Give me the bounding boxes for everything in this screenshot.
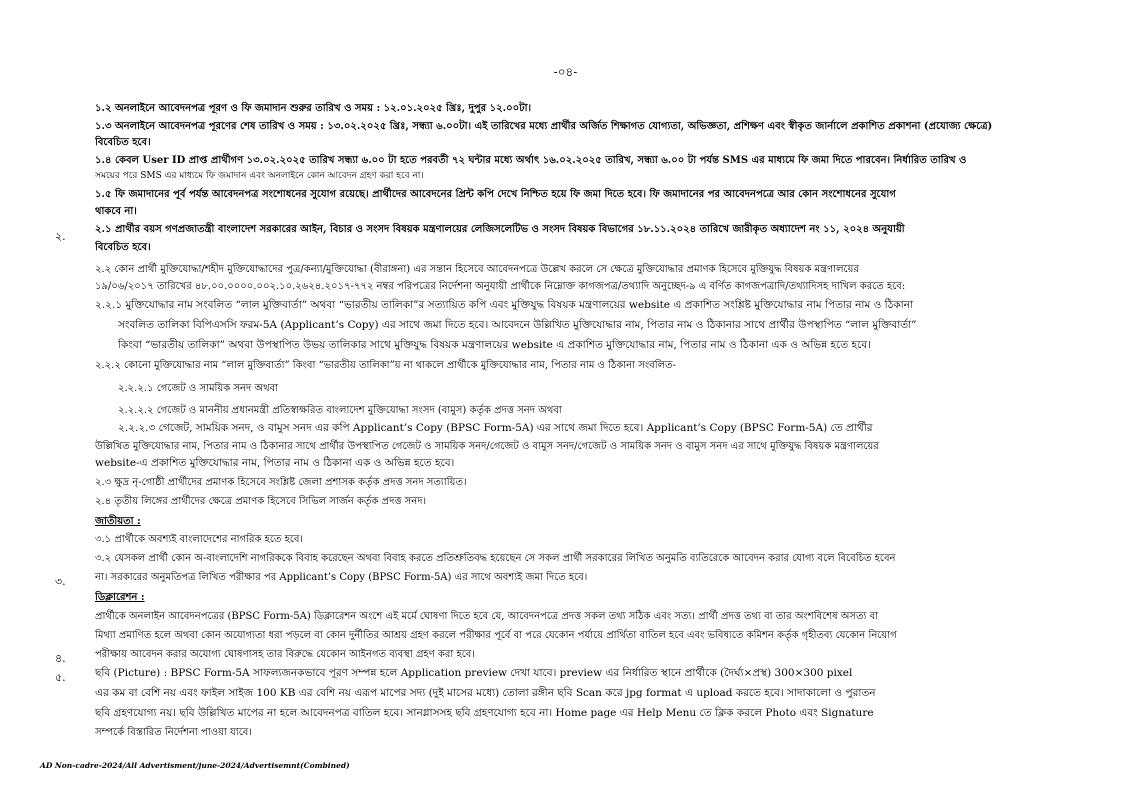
item-1-3: ১.৩ অনলাইনে আবেদনপত্র পূরণের শেষ তারিখ ও সময় : ১৩.০২.২০২৫ খ্রিঃ, সন্ধ্যা ৬.০০টা। এই তারিখের মধ্যে প্রার্থীর অর্জিত শিক্ষাগত যোগ্যতা, অভিজ্ঞতা, প্রশিক্ষণ এবং স্বীকৃত জার্নালে প্রকাশিত প্রকাশনা (প্রযোজ্য ক্ষেত্রে) xyxy=(95,121,993,132)
item-2-2-2-3: ২.২.২.৩ গেজেট, সাময়িক সনদ, ও বামুস সনদ এর কপি Applicant’s Copy (BPSC Form-5A) এর সাথে জমা দিতে হবে। Applicant’s Copy (BPSC Form-5A) তে প্রার্থীর xyxy=(118,422,873,434)
picture-line-3: ছবি গ্রহণযোগ্য নয়। ছবি উল্লিখিত মাপের না হলে আবেদনপত্র বাতিল হবে। সানগ্লাসসহ ছবি গ্রহণযোগ্য হবে না। Home page এর Help Menu তে ক্লিক করলে Photo এবং Signature xyxy=(95,707,874,719)
item-1-3-cont: বিবেচিত হবে। xyxy=(95,137,151,148)
item-2-2-2: ২.২.২ কোনো মুক্তিযোদ্ধার নাম “লাল মুক্তিবার্তা” কিংবা “ভারতীয় তালিকা”য় না থাকলে প্রার্থীকে মুক্তিযোদ্ধার নাম, পিতার নাম ও ঠিকানা সংবলিত- xyxy=(95,360,676,371)
item-1-5-cont: থাকবে না। xyxy=(95,206,137,217)
page-number: -০৪- xyxy=(553,65,578,79)
footer-path: AD Non-cadre-2024/All Advertisment/june-2024/Advertisemnt(Combined) xyxy=(40,761,350,770)
item-2-2-1: ২.২.১ মুক্তিযোদ্ধার নাম সংবলিত “লাল মুক্তিবার্তা” অথবা “ভারতীয় তালিকা”র সত্যায়িত কপি এবং মুক্তিযুদ্ধ বিষয়ক মন্ত্রণালয়ের website এ প্রকাশিত সংশ্লিষ্ট মুক্তিযোদ্ধার নাম পিতার নাম ও ঠিকানা xyxy=(95,299,914,311)
item-2-1: ২.১ প্রার্থীর বয়স গণপ্রজাতন্ত্রী বাংলাদেশ সরকারের আইন, বিচার ও সংসদ বিষয়ক মন্ত্রণালয়ের লেজিসলেটিভ ও সংসদ বিষয়ক বিভাগের ১৮.১১.২০২৪ তারিখে জারীকৃত অধ্যাদেশ নং ১১, ২০২৪ অনুযায়ী xyxy=(95,224,905,235)
item-2-1-cont: বিবেচিত হবে। xyxy=(95,242,151,253)
item-2-2-2-1: ২.২.২.১ গেজেট ও সাময়িক সনদ অথবা xyxy=(118,383,279,394)
picture-line-4: সম্পর্কে বিস্তারিত নির্দেশনা পাওয়া যাবে। xyxy=(95,727,252,738)
picture-line-1: ছবি (Picture) : BPSC Form-5A সাফল্যজনকভাবে পূরণ সম্পন্ন হলে Application preview দেখা যাবে। preview এর নির্ধারিত স্থানে প্রার্থীকে (দৈর্ঘ্য×প্রস্থ) 300×300 pixel xyxy=(95,667,853,679)
declaration-line-3: পরীক্ষায় আবেদন করার অযোগ্য ঘোষণাসহ তার বিরুদ্ধে যেকোন আইনগত ব্যবস্থা গ্রহণ করা হবে। xyxy=(95,649,475,660)
section-number-3: ৩. xyxy=(55,575,66,588)
declaration-line-1: প্রার্থীকে অনলাইন আবেদনপত্রের (BPSC Form-5A) ডিক্লারেশন অংশে এই মর্মে ঘোষণা দিতে হবে যে, আবেদনপত্রে প্রদত্ত সকল তথ্য সঠিক এবং সত্য। প্রার্থী প্রদত্ত তথ্য বা তার অংশবিশেষ অসত্য বা xyxy=(95,611,879,622)
item-1-4-cont: সময়ের পরে SMS এর মাধ্যমে ফি জমাদান এবং অনলাইনে কোন আবেদন গ্রহণ করা হবে না। xyxy=(95,171,424,181)
heading-nationality: জাতীয়তা : xyxy=(95,516,141,527)
item-2-2-2-3-cont2: website-এ প্রকাশিত মুক্তিযোদ্ধার নাম, পিতার নাম ও ঠিকানা এক ও অভিন্ন হতে হবে। xyxy=(95,457,455,469)
item-2-2-cont: ১৯/০৬/২০১৭ তারিখের ৪৮.০০.০০০০.০০২.১০.২৬২৪.২০১৭-৭৭২ নম্বর পরিপত্রের নির্দেশনা অনুযায়ী প্রার্থীকে নিম্নোক্ত কাগজপত্র/তথ্যাদি অনুচ্ছেদ-৯ এ বর্ণিত কাগজপত্রাদি/তথ্যাদিসহ দাখিল করতে হবে: xyxy=(95,281,906,292)
item-2-2: ২.২ কোন প্রার্থী মুক্তিযোদ্ধা/শহীদ মুক্তিযোদ্ধাদের পুত্র/কন্যা/মুক্তিযোদ্ধা (বীরাঙ্গনা) এর সন্তান হিসেবে আবেদনপত্রে উল্লেখ করলে সে ক্ষেত্রে মুক্তিযোদ্ধার প্রমাণক হিসেবে মুক্তিযুদ্ধ বিষয়ক মন্ত্রণালয়ের xyxy=(95,264,859,275)
picture-line-2: এর কম বা বেশি নয় এবং ফাইল সাইজ 100 KB এর বেশি নয় এরূপ মাপের সদ্য (দুই মাসের মধ্যে) তোলা রঙ্গীন ছবি Scan করে jpg format এ upload করতে হবে। সাদাকালো ও পুরাতন xyxy=(95,687,876,699)
item-2-4: ২.৪ তৃতীয় লিঙ্গের প্রার্থীদের ক্ষেত্রে প্রমাণক হিসেবে সিভিল সার্জন কর্তৃক প্রদত্ত সনদ। xyxy=(95,496,427,507)
item-2-2-2-3-cont: উল্লিখিত মুক্তিযোদ্ধার নাম, পিতার নাম ও ঠিকানার সাথে প্রার্থীর উপস্থাপিত গেজেট ও সাময়িক সনদ/গেজেট ও বামুস সনদ/গেজেট ও সাময়িক সনদ ও বামুস সনদ এর সাথে মুক্তিযুদ্ধ বিষয়ক মন্ত্রণালয়ের xyxy=(95,441,879,452)
item-1-4: ১.৪ কেবল User ID প্রাপ্ত প্রার্থীগণ ১৩.০২.২০২৫ তারিখ সন্ধ্যা ৬.০০ টা হতে পরবর্তী ৭২ ঘন্টার মধ্যে অর্থাৎ ১৬.০২.২০২৫ তারিখ, সন্ধ্যা ৬.০০ টা পর্যন্ত SMS এর মাধ্যমে ফি জমা দিতে পারবেন। নির্ধারিত তারিখ ও xyxy=(95,155,967,166)
item-3-2: ৩.২ যেসকল প্রার্থী কোন অ-বাংলাদেশি নাগরিককে বিবাহ করেছেন অথবা বিবাহ করতে প্রতিশ্রুতিবদ্ধ হয়েছেন সে সকল প্রার্থী সরকারের লিখিত অনুমতি ব্যতিরেকে আবেদন করার যোগ্য বলে বিবেচিত হবেন xyxy=(95,553,896,564)
section-number-4: ৪. xyxy=(55,652,66,665)
item-2-2-1-cont: সংবলিত তালিকা বিপিএসসি ফরম-5A (Applicant’s Copy) এর সাথে জমা দিতে হবে। আবেদনে উল্লিখিত মুক্তিযোদ্ধার নাম, পিতার নাম ও ঠিকানার সাথে প্রার্থীর উপস্থাপিত “লাল মুক্তিবার্তা” xyxy=(118,319,917,331)
heading-declaration: ডিক্লারেশন : xyxy=(95,592,145,603)
item-2-2-2-2: ২.২.২.২ গেজেট ও মাননীয় প্রধানমন্ত্রী প্রতিস্বাক্ষরিত বাংলাদেশ মুক্তিযোদ্ধা সংসদ (বামুস) কর্তৃক প্রদত্ত সনদ অথবা xyxy=(118,405,562,416)
item-2-2-1-cont2: কিংবা “ভারতীয় তালিকা” অথবা উপস্থাপিত উভয় তালিকার সাথে মুক্তিযুদ্ধ বিষয়ক মন্ত্রণালয়ের website এ প্রকাশিত মুক্তিযোদ্ধার নাম, পিতার নাম ও ঠিকানা এক ও অভিন্ন হতে হবে। xyxy=(118,339,871,351)
item-3-2-cont: না। সরকারের অনুমতিপত্র লিখিত পরীক্ষার পর Applicant’s Copy (BPSC Form-5A) এর সাথে অবশ্যই জমা দিতে হবে। xyxy=(95,572,588,583)
item-3-1: ৩.১ প্রার্থীকে অবশ্যই বাংলাদেশের নাগরিক হতে হবে। xyxy=(95,534,303,545)
item-1-5: ১.৫ ফি জমাদানের পূর্ব পর্যন্ত আবেদনপত্র সংশোধনের সুযোগ রয়েছে। প্রার্থীদের আবেদনের প্রিন্ট কপি দেখে নিশ্চিত হয়ে ফি জমা দিতে হবে। ফি জমাদানের পর আবেদনপত্রে আর কোন সংশোধনের সুযোগ xyxy=(95,189,896,200)
section-number-2: ২. xyxy=(55,230,66,243)
item-1-2: ১.২ অনলাইনে আবেদনপত্র পূরণ ও ফি জমাদান শুরুর তারিখ ও সময় : ১২.০১.২০২৫ খ্রিঃ, দুপুর ১২.০০টা। xyxy=(95,103,532,114)
item-2-3: ২.৩ ক্ষুদ্র নৃ-গোষ্ঠী প্রার্থীদের প্রমাণক হিসেবে সংশ্লিষ্ট জেলা প্রশাসক কর্তৃক প্রদত্ত সনদ সত্যায়িত। xyxy=(95,477,467,488)
section-number-5: ৫. xyxy=(55,671,66,684)
declaration-line-2: মিথ্যা প্রমাণিত হলে অথবা কোন অযোগ্যতা ধরা পড়লে বা কোন দুর্নীতির আশ্রয় গ্রহণ করলে পরীক্ষার পূর্বে বা পরে যেকোন পর্যায়ে প্রার্থিতা বাতিল হবে এবং ভবিষ্যতে কমিশন কর্তৃক গৃহীতব্য যেকোন নিয়োগ xyxy=(95,630,897,641)
